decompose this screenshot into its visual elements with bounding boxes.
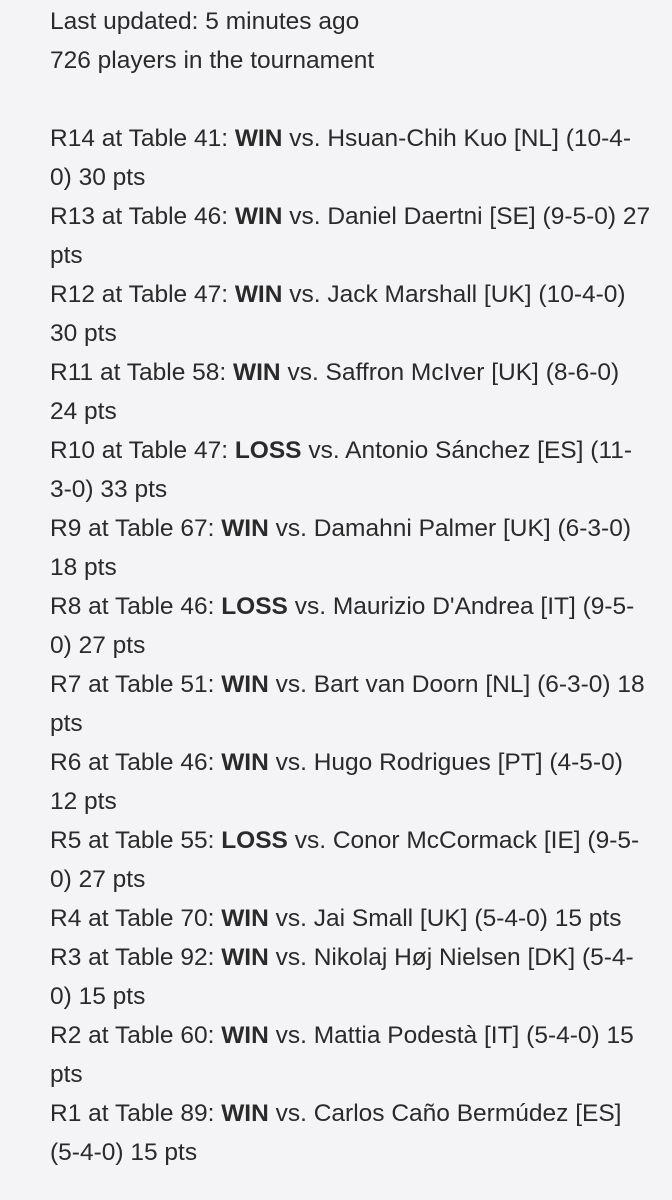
round-result-row (50, 275, 652, 353)
opponent-name: vs. Jack Marshall [UK] (289, 281, 532, 308)
opponent-points: 24 pts (50, 398, 117, 425)
table-number: at Table 60: (88, 1022, 215, 1049)
opponent-points: 15 pts (554, 905, 622, 932)
opponent-points: 30 pts (50, 320, 117, 347)
opponent-name: vs. Damahni Palmer [UK] (275, 515, 551, 542)
round-number: R14 (50, 125, 95, 152)
opponent-points: 12 pts (50, 788, 117, 815)
table-number: at Table 70: (88, 905, 215, 932)
round-result-row (50, 431, 652, 509)
round-result-row (50, 353, 652, 431)
round-number: R4 (50, 905, 82, 932)
match-result: WIN (221, 749, 269, 776)
player-count-text: 726 players in the tournament (50, 47, 375, 74)
round-number: R2 (50, 1022, 82, 1049)
opponent-record: (9-5-0) (542, 203, 617, 230)
match-result: LOSS (234, 437, 302, 464)
round-number: R8 (50, 593, 82, 620)
match-result: WIN (221, 1022, 269, 1049)
opponent-name: vs. Hsuan-Chih Kuo [NL] (289, 125, 559, 152)
table-number: at Table 41: (101, 125, 228, 152)
opponent-name: vs. Jai Small [UK] (275, 905, 468, 932)
opponent-name: vs. Nikolaj Høj Nielsen [DK] (275, 944, 576, 971)
match-result: WIN (234, 203, 283, 230)
table-number: at Table 67: (88, 515, 215, 542)
opponent-record: (5-4-0) (474, 905, 548, 932)
opponent-points: 27 pts (78, 866, 146, 893)
match-result: WIN (221, 515, 269, 542)
opponent-record: (8-6-0) (545, 359, 620, 386)
opponent-points: 18 pts (50, 671, 645, 737)
round-result-row (50, 197, 652, 275)
round-number: R7 (50, 671, 82, 698)
opponent-points: 15 pts (50, 1022, 634, 1088)
opponent-record: (5-4-0) (50, 1139, 124, 1166)
match-result: WIN (234, 281, 283, 308)
opponent-record: (4-5-0) (549, 749, 623, 776)
table-number: at Table 89: (88, 1100, 215, 1127)
table-number: at Table 46: (88, 749, 215, 776)
opponent-record: (9-5-0) (50, 827, 640, 893)
opponent-name: vs. Conor McCormack [IE] (294, 827, 581, 854)
round-results-list (50, 119, 652, 1172)
match-result: WIN (221, 944, 269, 971)
match-result: WIN (221, 671, 269, 698)
round-number: R11 (50, 359, 94, 386)
match-result: WIN (233, 359, 281, 386)
opponent-name: vs. Daniel Daertni [SE] (289, 203, 536, 230)
round-result-row (50, 509, 652, 587)
opponent-points: 27 pts (50, 203, 651, 269)
opponent-record: (11-3-0) (50, 437, 633, 503)
opponent-points: 15 pts (78, 983, 146, 1010)
round-result-row (50, 743, 652, 821)
round-result-row (50, 119, 652, 197)
round-result-row (50, 665, 652, 743)
match-result: WIN (221, 1100, 269, 1127)
table-number: at Table 58: (99, 359, 227, 386)
opponent-points: 33 pts (100, 476, 168, 503)
opponent-name: vs. Saffron McIver [UK] (287, 359, 539, 386)
round-number: R1 (50, 1100, 82, 1127)
opponent-name: vs. Bart van Doorn [NL] (275, 671, 531, 698)
opponent-name: vs. Mattia Podestà [IT] (275, 1022, 520, 1049)
table-number: at Table 55: (88, 827, 215, 854)
opponent-name: vs. Carlos Caño Bermúdez [ES] (275, 1100, 622, 1127)
opponent-name: vs. Hugo Rodrigues [PT] (275, 749, 543, 776)
tournament-meta (50, 2, 652, 80)
opponent-record: (5-4-0) (526, 1022, 600, 1049)
table-number: at Table 47: (101, 281, 228, 308)
round-number: R3 (50, 944, 82, 971)
opponent-record: (6-3-0) (537, 671, 611, 698)
opponent-record: (6-3-0) (557, 515, 631, 542)
match-result: WIN (221, 905, 269, 932)
table-number: at Table 46: (101, 203, 228, 230)
opponent-points: 18 pts (50, 554, 117, 581)
table-number: at Table 92: (88, 944, 215, 971)
opponent-record: (9-5-0) (50, 593, 635, 659)
opponent-record: (10-4-0) (538, 281, 626, 308)
round-number: R9 (50, 515, 82, 542)
round-result-row (50, 587, 652, 665)
round-result-row (50, 899, 652, 938)
opponent-name: vs. Antonio Sánchez [ES] (308, 437, 584, 464)
round-number: R12 (50, 281, 95, 308)
match-result: WIN (234, 125, 283, 152)
round-result-row (50, 1016, 652, 1094)
last-updated-text: Last updated: 5 minutes ago (50, 8, 360, 35)
table-number: at Table 46: (88, 593, 215, 620)
opponent-points: 30 pts (78, 164, 146, 191)
round-result-row (50, 821, 652, 899)
opponent-points: 15 pts (130, 1139, 198, 1166)
opponent-record: (5-4-0) (50, 944, 634, 1010)
opponent-name: vs. Maurizio D'Andrea [IT] (294, 593, 576, 620)
opponent-record: (10-4-0) (50, 125, 632, 191)
match-result: LOSS (221, 827, 288, 854)
round-number: R13 (50, 203, 95, 230)
round-number: R10 (50, 437, 95, 464)
round-result-row (50, 938, 652, 1016)
table-number: at Table 47: (101, 437, 228, 464)
round-number: R5 (50, 827, 82, 854)
opponent-points: 27 pts (78, 632, 146, 659)
round-number: R6 (50, 749, 82, 776)
match-result: LOSS (221, 593, 288, 620)
table-number: at Table 51: (88, 671, 215, 698)
round-result-row (50, 1094, 652, 1172)
